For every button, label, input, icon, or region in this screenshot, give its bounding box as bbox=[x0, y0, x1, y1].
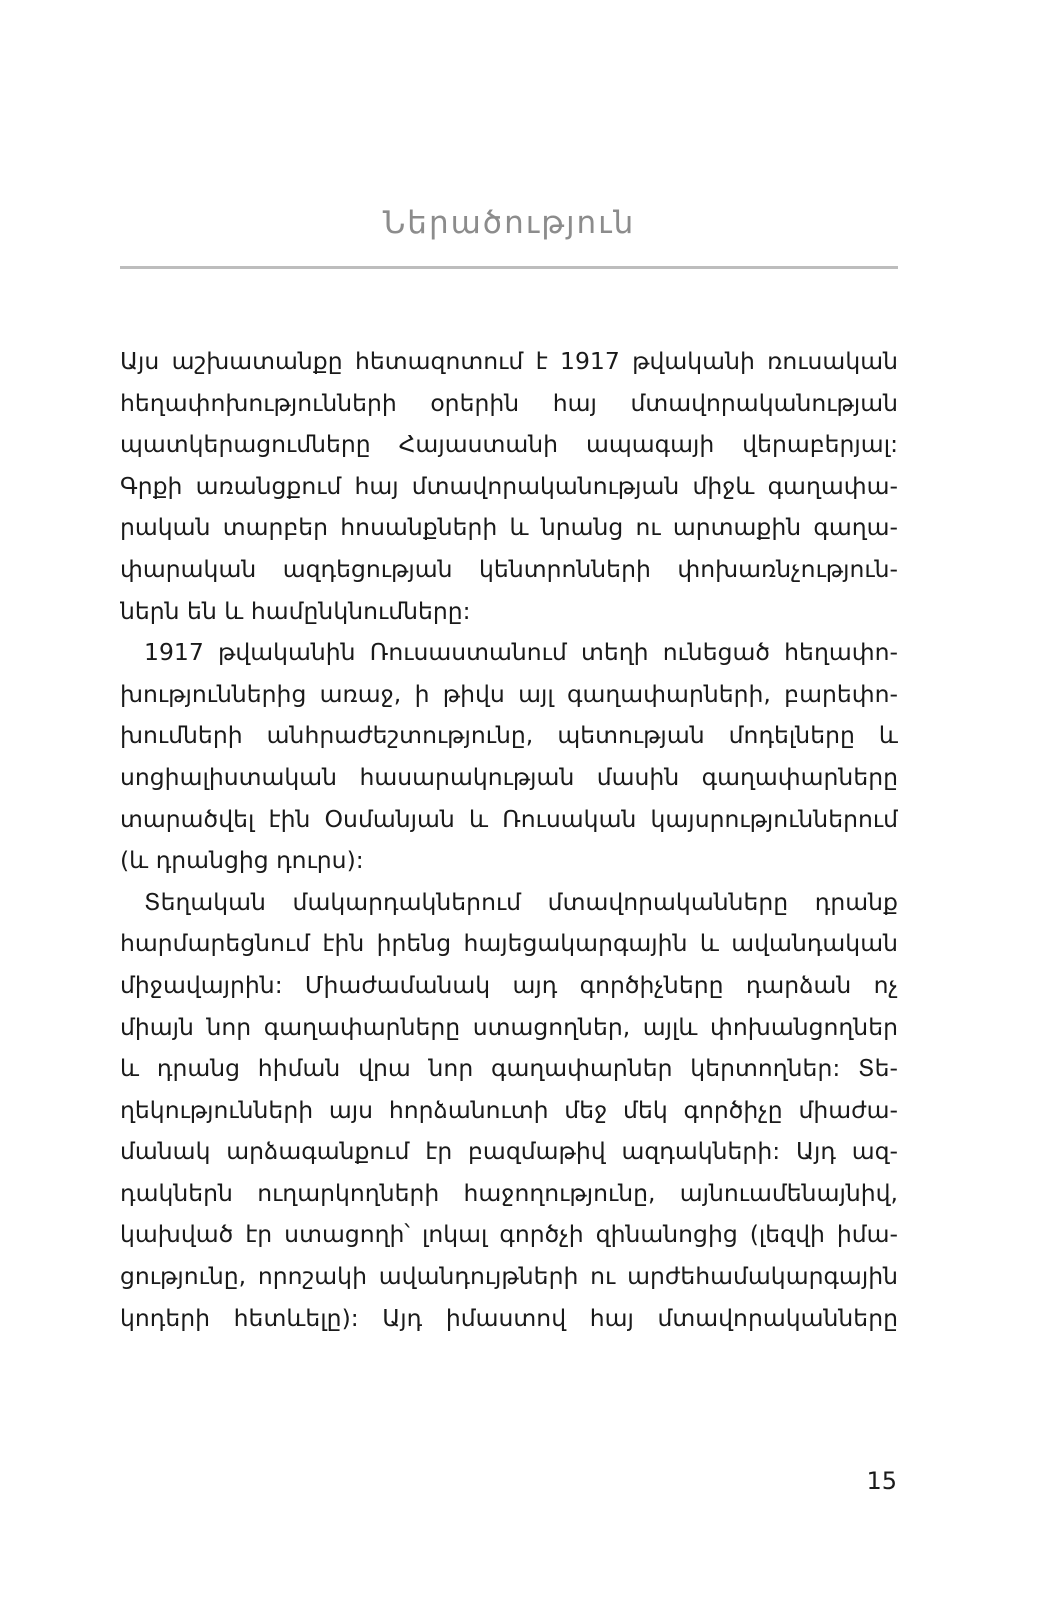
text-line: 1917 թվականին Ռուսաստանում տեղի ունեցած հեղափո- bbox=[144, 638, 898, 667]
text-line: միջավայրին: Միաժամանակ այդ գործիչները դարձան ոչ bbox=[120, 970, 898, 999]
text-line: տարածվել էին Օսմանյան և Ռուսական կայսրություններում bbox=[120, 804, 898, 833]
text-line: մանակ արձագանքում էր բազմաթիվ ազդակների: Այդ ազ- bbox=[120, 1137, 898, 1166]
text-line: և դրանց հիման վրա նոր գաղափարներ կերտողներ: Տե- bbox=[120, 1054, 898, 1083]
text-line: խություններից առաջ, ի թիվս այլ գաղափարների, բարեփո- bbox=[120, 679, 898, 708]
text-line: հեղափոխությունների օրերին հայ մտավորականության bbox=[120, 388, 898, 417]
text-line: Գրքի առանցքում հայ մտավորականության միջև գաղափա- bbox=[120, 471, 898, 500]
text-line: փարական ազդեցության կենտրոնների փոխառնչություն- bbox=[120, 554, 898, 583]
text-line: Այս աշխատանքը հետազոտում է 1917 թվականի ռուսական bbox=[120, 347, 898, 375]
text-line: ղեկությունների այս հորձանուտի մեջ մեկ գործիչը միաժա- bbox=[120, 1095, 898, 1124]
text-line: սոցիալիստական հասարակության մասին գաղափարները bbox=[120, 762, 898, 791]
chapter-heading: Ներածություն bbox=[382, 205, 636, 241]
text-line: պատկերացումները Հայաստանի ապագայի վերաբերյալ: bbox=[120, 430, 898, 459]
text-line: կոդերի հետևելը): Այդ իմաստով հայ մտավորականները bbox=[120, 1303, 898, 1332]
text-line: ներն են և համընկնումները: bbox=[120, 596, 471, 625]
text-line: (և դրանցից դուրս): bbox=[120, 846, 364, 875]
text-line: ցությունը, որոշակի ավանդույթների ու արժեհամակարգային bbox=[120, 1262, 898, 1291]
page-number: 15 bbox=[866, 1467, 897, 1495]
body-text bbox=[120, 341, 898, 1339]
heading-rule bbox=[120, 266, 898, 269]
text-line: հարմարեցնում էին իրենց հայեցակարգային և ավանդական bbox=[120, 929, 898, 958]
text-line: միայն նոր գաղափարները ստացողներ, այլև փոխանցողներ bbox=[120, 1012, 898, 1041]
text-line: կախված էր ստացողի՝ լոկալ գործչի զինանոցից (լեզվի իմա- bbox=[120, 1220, 898, 1249]
text-line: Տեղական մակարդակներում մտավորականները դրանք bbox=[144, 887, 898, 916]
text-line: խումների անհրաժեշտությունը, պետության մոդելները և bbox=[120, 721, 898, 750]
text-line: դակներն ուղարկողների հաջողությունը, այնուամենայնիվ, bbox=[120, 1178, 898, 1207]
text-line: րական տարբեր հոսանքների և նրանց ու արտաքին գաղա- bbox=[120, 513, 898, 542]
